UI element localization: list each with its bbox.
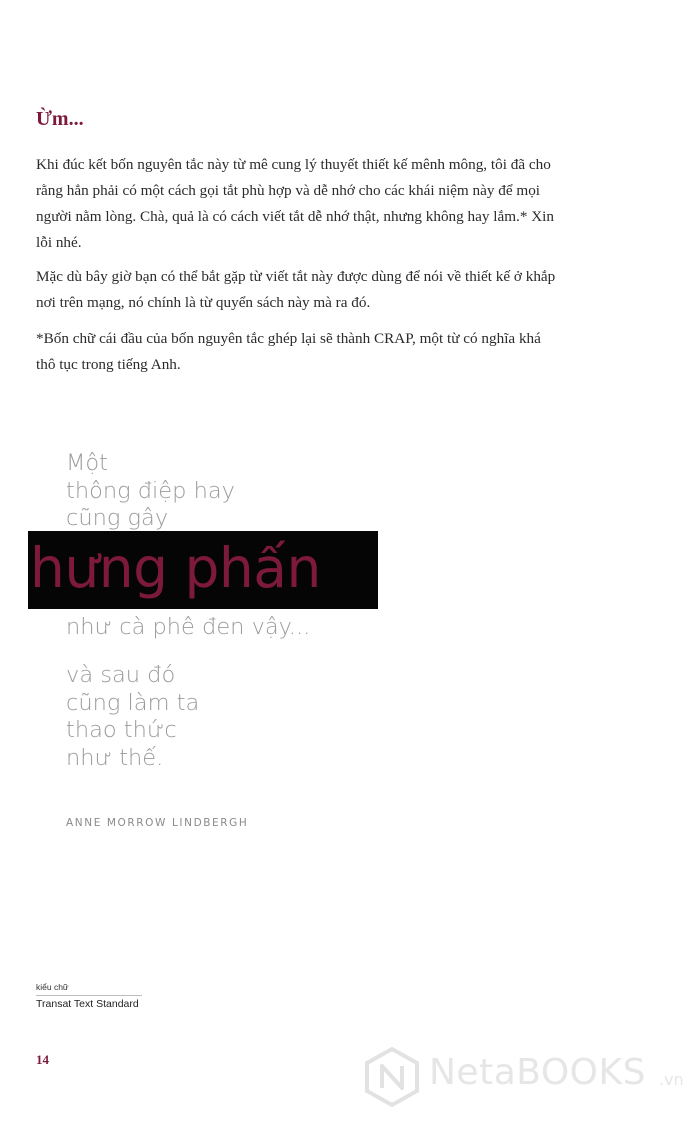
watermark [363,1044,683,1108]
hexagon-n-logo-icon [363,1046,421,1108]
quote-author: ANNE MORROW LINDBERGH [66,817,249,829]
quote-line: như thế. [66,744,164,771]
paragraph-footnote: *Bốn chữ cái đầu của bốn nguyên tắc ghép lại sẽ thành CRAP, một từ có nghĩa khá thô tục trong tiếng Anh. [36,330,541,373]
watermark-suffix: .vn [659,1070,684,1089]
typeface-label: kiểu chữ [36,982,69,992]
quote-highlight-bar [28,531,378,609]
quote-line: và sau đó [66,662,176,688]
typeface-name: Transat Text Standard [36,998,139,1010]
quote-line: như cà phê đen vậy... [66,614,311,640]
quote-line: thông điệp hay [66,477,235,504]
quote-lines-before [66,450,235,533]
watermark-brand: NetaBOOKS [429,1052,646,1093]
quote-lines-closing [66,662,199,772]
quote-line-after-highlight [66,614,310,642]
page-number: 14 [36,1052,49,1067]
quote-highlight-word: hưng phấn [30,536,321,600]
quote-line: cũng gây [66,505,169,531]
quote-line: Một [66,450,109,476]
quote-line: thao thức [66,717,177,743]
paragraph-usage: Mặc dù bây giờ bạn có thể bắt gặp từ viết tắt này được dùng để nói về thiết kế ở khắp nơi trên mạng, nó chính là từ quyển sách này mà ra đó. [36,268,556,311]
paragraph-intro: Khi đúc kết bốn nguyên tắc này từ mê cung lý thuyết thiết kế mênh mông, tôi đã cho rằng hẳn phải có một cách gọi tắt phù hợp và dễ nhớ cho các khái niệm này để mọi người nằm lòng. Chà, quả là có cách viết tắt dễ nhớ thật, nhưng không hay lắm.* Xin lỗi nhé. [36,156,554,251]
quote-line: cũng làm ta [66,689,200,716]
section-heading: Ừm... [36,108,84,130]
typeface-divider [36,995,142,996]
